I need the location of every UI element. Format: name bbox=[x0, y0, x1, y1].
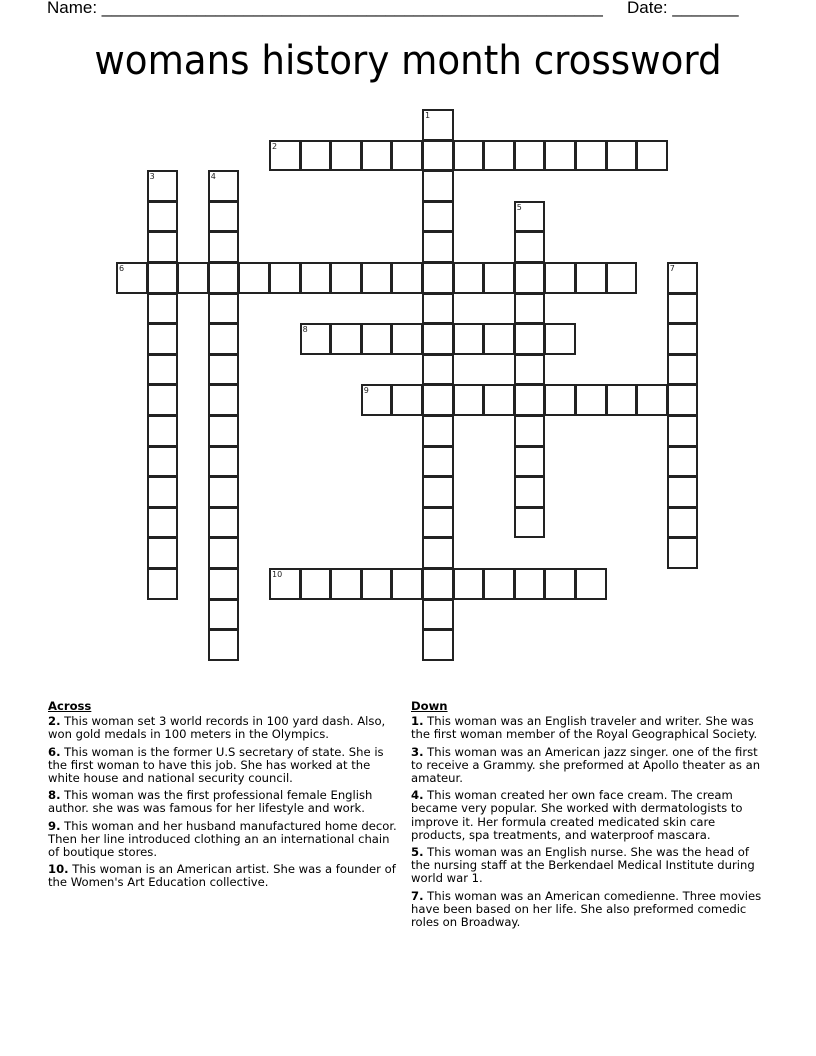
across-clue-list bbox=[48, 715, 403, 889]
down-clue bbox=[411, 789, 771, 842]
grid-cell[interactable] bbox=[483, 323, 515, 355]
clue-number-label: 8. bbox=[48, 788, 61, 803]
grid-cell[interactable] bbox=[208, 170, 240, 202]
grid-cell[interactable] bbox=[544, 140, 576, 172]
clue-text: This woman was an English traveler and writer. She was the first woman member of the Royal Geographical Society. bbox=[411, 714, 758, 742]
grid-cell[interactable] bbox=[208, 354, 240, 386]
grid-cell[interactable] bbox=[208, 231, 240, 263]
across-clue bbox=[48, 746, 403, 786]
grid-cell[interactable] bbox=[147, 507, 179, 539]
clue-number-label: 1. bbox=[411, 714, 424, 729]
grid-cell[interactable] bbox=[453, 384, 485, 416]
grid-cell[interactable] bbox=[330, 323, 362, 355]
grid-cell[interactable] bbox=[422, 170, 454, 202]
grid-cell[interactable] bbox=[606, 262, 638, 294]
grid-cell[interactable] bbox=[636, 384, 668, 416]
grid-cell[interactable] bbox=[667, 507, 699, 539]
clue-number: 10 bbox=[272, 570, 283, 579]
grid-cell[interactable] bbox=[177, 262, 209, 294]
grid-cell[interactable] bbox=[575, 384, 607, 416]
grid-cell[interactable] bbox=[514, 568, 546, 600]
grid-cell[interactable] bbox=[667, 262, 699, 294]
clue-number-label: 6. bbox=[48, 744, 61, 759]
grid-cell[interactable] bbox=[238, 262, 270, 294]
grid-cell[interactable] bbox=[575, 140, 607, 172]
grid-cell[interactable] bbox=[147, 446, 179, 478]
grid-cell[interactable] bbox=[422, 140, 454, 172]
across-clue bbox=[48, 863, 403, 889]
grid-cell[interactable] bbox=[300, 140, 332, 172]
down-clue-list bbox=[411, 715, 771, 929]
grid-cell[interactable] bbox=[269, 568, 301, 600]
grid-cell[interactable] bbox=[147, 537, 179, 569]
grid-cell[interactable] bbox=[606, 384, 638, 416]
down-clue bbox=[411, 715, 771, 741]
grid-cell[interactable] bbox=[208, 537, 240, 569]
grid-cell[interactable] bbox=[453, 323, 485, 355]
grid-cell[interactable] bbox=[422, 323, 454, 355]
grid-cell[interactable] bbox=[208, 476, 240, 508]
header-row bbox=[0, 0, 816, 20]
grid-cell[interactable] bbox=[208, 599, 240, 631]
clue-text: This woman set 3 world records in 100 yard dash. Also, won gold medals in 100 meters in the Olympics. bbox=[48, 714, 386, 742]
across-heading: Across bbox=[48, 699, 92, 713]
grid-cell[interactable] bbox=[422, 231, 454, 263]
grid-cell[interactable] bbox=[330, 568, 362, 600]
grid-cell[interactable] bbox=[483, 384, 515, 416]
grid-cell[interactable] bbox=[667, 476, 699, 508]
grid-cell[interactable] bbox=[514, 415, 546, 447]
grid-cell[interactable] bbox=[361, 262, 393, 294]
grid-cell[interactable] bbox=[544, 262, 576, 294]
grid-cell[interactable] bbox=[422, 354, 454, 386]
clue-number: 3 bbox=[149, 172, 155, 182]
grid-cell[interactable] bbox=[422, 629, 454, 661]
grid-cell[interactable] bbox=[208, 201, 240, 233]
grid-cell[interactable] bbox=[636, 140, 668, 172]
clue-text: This woman is the former U.S secretary of state. She is the first woman to have this job. She has worked at the white house and national security council. bbox=[48, 744, 384, 786]
grid-cell[interactable] bbox=[514, 201, 546, 233]
clue-number: 5 bbox=[516, 202, 522, 212]
grid-cell[interactable] bbox=[391, 262, 423, 294]
page-title: womans history month crossword bbox=[94, 38, 722, 84]
grid-cell[interactable] bbox=[514, 507, 546, 539]
grid-cell[interactable] bbox=[147, 170, 179, 202]
grid-cell[interactable] bbox=[514, 262, 546, 294]
clue-number-label: 9. bbox=[48, 818, 61, 833]
grid-cell[interactable] bbox=[330, 140, 362, 172]
clue-text: This woman was an American comedienne. Three movies have been based on her life. She also preformed comedic roles on Broadway. bbox=[411, 888, 762, 930]
clue-text: This woman was the first professional female English author. she was was famous for her lifestyle and work. bbox=[48, 788, 373, 816]
grid-cell[interactable] bbox=[544, 568, 576, 600]
grid-cell[interactable] bbox=[422, 109, 454, 141]
grid-cell[interactable] bbox=[361, 384, 393, 416]
grid-cell[interactable] bbox=[514, 231, 546, 263]
grid-cell[interactable] bbox=[208, 629, 240, 661]
grid-cell[interactable] bbox=[361, 568, 393, 600]
grid-cell[interactable] bbox=[208, 568, 240, 600]
grid-cell[interactable] bbox=[147, 384, 179, 416]
clue-number-label: 10. bbox=[48, 862, 69, 877]
grid-cell[interactable] bbox=[361, 323, 393, 355]
grid-cell[interactable] bbox=[453, 262, 485, 294]
grid-cell[interactable] bbox=[422, 262, 454, 294]
grid-cell[interactable] bbox=[391, 568, 423, 600]
grid-cell[interactable] bbox=[208, 507, 240, 539]
grid-cell[interactable] bbox=[300, 262, 332, 294]
down-clue bbox=[411, 746, 771, 786]
grid-cell[interactable] bbox=[422, 568, 454, 600]
grid-cell[interactable] bbox=[208, 384, 240, 416]
grid-cell[interactable] bbox=[422, 476, 454, 508]
date-field[interactable]: Date: _______ bbox=[627, 0, 739, 17]
grid-cell[interactable] bbox=[208, 323, 240, 355]
grid-cell[interactable] bbox=[147, 231, 179, 263]
grid-cell[interactable] bbox=[422, 537, 454, 569]
grid-cell[interactable] bbox=[208, 415, 240, 447]
grid-cell[interactable] bbox=[514, 323, 546, 355]
grid-cell[interactable] bbox=[422, 293, 454, 325]
grid-cell[interactable] bbox=[483, 140, 515, 172]
grid-cell[interactable] bbox=[514, 140, 546, 172]
clue-number: 6 bbox=[119, 264, 125, 273]
clue-number: 4 bbox=[210, 172, 216, 182]
grid-cell[interactable] bbox=[147, 293, 179, 325]
grid-cell[interactable] bbox=[667, 537, 699, 569]
grid-cell[interactable] bbox=[116, 262, 148, 294]
clue-text: This woman was an American jazz singer. one of the first to receive a Grammy. she preformed at Apollo theater as an amateur. bbox=[411, 744, 761, 786]
grid-cell[interactable] bbox=[147, 201, 179, 233]
clue-number-label: 4. bbox=[411, 788, 424, 803]
grid-cell[interactable] bbox=[544, 384, 576, 416]
name-field[interactable]: Name: _____________________________________________________ bbox=[47, 0, 603, 17]
grid-cell[interactable] bbox=[422, 384, 454, 416]
grid-cell[interactable] bbox=[575, 262, 607, 294]
grid-cell[interactable] bbox=[514, 476, 546, 508]
grid-cell[interactable] bbox=[422, 446, 454, 478]
down-heading: Down bbox=[411, 699, 448, 713]
grid-cell[interactable] bbox=[330, 262, 362, 294]
grid-cell[interactable] bbox=[483, 568, 515, 600]
clue-number-label: 3. bbox=[411, 744, 424, 759]
grid-cell[interactable] bbox=[667, 293, 699, 325]
clue-number-label: 2. bbox=[48, 714, 61, 729]
grid-cell[interactable] bbox=[391, 323, 423, 355]
grid-cell[interactable] bbox=[667, 354, 699, 386]
grid-cell[interactable] bbox=[300, 568, 332, 600]
down-clue bbox=[411, 890, 771, 930]
grid-cell[interactable] bbox=[667, 323, 699, 355]
grid-cell[interactable] bbox=[147, 568, 179, 600]
grid-cell[interactable] bbox=[544, 323, 576, 355]
grid-cell[interactable] bbox=[667, 446, 699, 478]
grid-cell[interactable] bbox=[147, 415, 179, 447]
grid-cell[interactable] bbox=[422, 415, 454, 447]
crossword-grid bbox=[117, 110, 717, 690]
grid-cell[interactable] bbox=[300, 323, 332, 355]
clue-number: 2 bbox=[272, 141, 278, 151]
clue-number-label: 7. bbox=[411, 888, 424, 903]
clue-number: 1 bbox=[425, 111, 431, 120]
across-clue bbox=[48, 789, 403, 815]
grid-cell[interactable] bbox=[269, 262, 301, 294]
grid-cell[interactable] bbox=[269, 140, 301, 172]
grid-cell[interactable] bbox=[606, 140, 638, 172]
grid-cell[interactable] bbox=[147, 476, 179, 508]
down-clues bbox=[411, 700, 771, 933]
grid-cell[interactable] bbox=[667, 415, 699, 447]
clue-number: 9 bbox=[363, 386, 369, 396]
clue-number-label: 5. bbox=[411, 845, 424, 860]
clue-text: This woman created her own face cream. The cream became very popular. She worked with dermatologists to improve it. Her formula created medicated skin care products, spa treatments, and waterproof mascara. bbox=[411, 788, 743, 842]
clue-text: This woman and her husband manufactured home decor. Then her line introduced clothing an an international chain of boutique stores. bbox=[48, 818, 397, 860]
grid-cell[interactable] bbox=[575, 568, 607, 600]
grid-cell[interactable] bbox=[391, 384, 423, 416]
grid-cell[interactable] bbox=[514, 354, 546, 386]
across-clue bbox=[48, 820, 403, 860]
grid-cell[interactable] bbox=[208, 262, 240, 294]
grid-cell[interactable] bbox=[422, 599, 454, 631]
grid-cell[interactable] bbox=[391, 140, 423, 172]
clue-number: 7 bbox=[669, 264, 675, 273]
down-clue bbox=[411, 846, 771, 886]
grid-cell[interactable] bbox=[483, 262, 515, 294]
grid-cell[interactable] bbox=[147, 323, 179, 355]
clue-number: 8 bbox=[302, 325, 308, 335]
clue-text: This woman is an American artist. She was a founder of the Women's Art Education collective. bbox=[48, 862, 396, 890]
across-clue bbox=[48, 715, 403, 741]
grid-cell[interactable] bbox=[361, 140, 393, 172]
grid-cell[interactable] bbox=[422, 507, 454, 539]
grid-cell[interactable] bbox=[514, 293, 546, 325]
grid-cell[interactable] bbox=[422, 201, 454, 233]
grid-cell[interactable] bbox=[514, 446, 546, 478]
grid-cell[interactable] bbox=[208, 293, 240, 325]
grid-cell[interactable] bbox=[667, 384, 699, 416]
grid-cell[interactable] bbox=[453, 140, 485, 172]
grid-cell[interactable] bbox=[453, 568, 485, 600]
clue-text: This woman was an English nurse. She was the head of the nursing staff at the Berkendael Medical Institute during world war 1. bbox=[411, 845, 755, 886]
grid-cell[interactable] bbox=[514, 384, 546, 416]
grid-cell[interactable] bbox=[147, 262, 179, 294]
grid-cell[interactable] bbox=[147, 354, 179, 386]
across-clues bbox=[48, 700, 403, 894]
grid-cell[interactable] bbox=[208, 446, 240, 478]
